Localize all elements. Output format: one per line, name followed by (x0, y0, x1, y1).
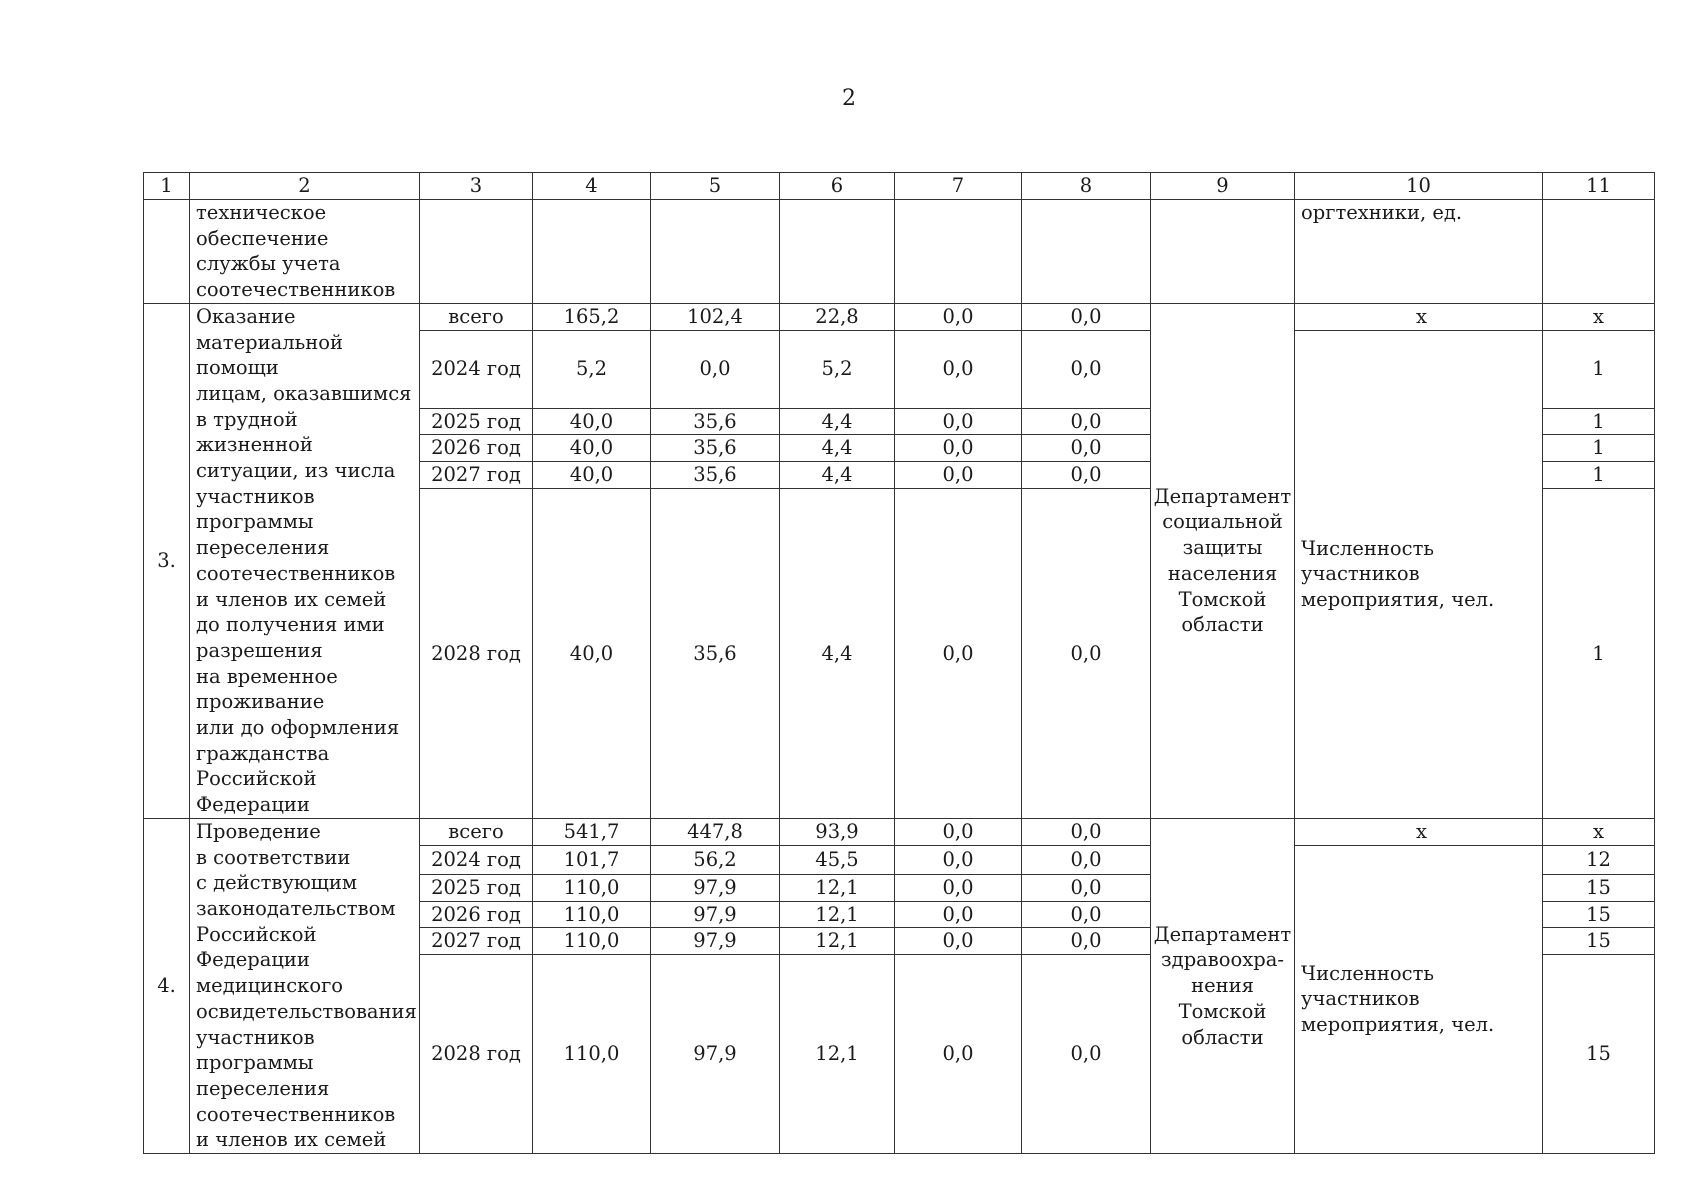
indicator-value-cell: 1 (1543, 462, 1655, 489)
federal-budget-cell: 35,6 (651, 462, 780, 489)
activity-name: Проведение в соответствии с действующим законодательством Российской Федерации медицинского освидетельствования участников программы переселения соотечественников и членов их семей (190, 818, 420, 1153)
total-funding-cell: 110,0 (533, 928, 651, 955)
column-number: 2 (190, 173, 420, 200)
federal-budget-cell: 97,9 (651, 955, 780, 1154)
local-budget-cell: 0,0 (895, 435, 1022, 462)
indicator-value-cell: 15 (1543, 874, 1655, 901)
regional-budget-cell: 12,1 (780, 955, 895, 1154)
total-funding-cell: 165,2 (533, 303, 651, 330)
period-cell: 2026 год (420, 901, 533, 928)
indicator-total-cell: х (1295, 818, 1543, 845)
federal-budget-cell: 102,4 (651, 303, 780, 330)
period-cell: 2025 год (420, 874, 533, 901)
indicator-value-cell: 15 (1543, 928, 1655, 955)
extrabudget-cell: 0,0 (1022, 408, 1151, 435)
federal-budget-cell: 447,8 (651, 818, 780, 845)
extrabudget-cell: 0,0 (1022, 330, 1151, 408)
local-budget-cell: 0,0 (895, 874, 1022, 901)
total-funding-cell: 110,0 (533, 874, 651, 901)
total-funding-cell: 40,0 (533, 488, 651, 818)
indicator-value-cell: х (1543, 818, 1655, 845)
extrabudget-cell: 0,0 (1022, 488, 1151, 818)
responsible-department: Департамент здравоохра- нения Томской области (1151, 818, 1295, 1153)
period-cell: всего (420, 303, 533, 330)
extrabudget-cell: 0,0 (1022, 955, 1151, 1154)
activity-number: 3. (144, 303, 190, 818)
empty-cell (895, 200, 1022, 304)
indicator-name: оргтехники, ед. (1295, 200, 1543, 304)
regional-budget-cell: 93,9 (780, 818, 895, 845)
column-number: 8 (1022, 173, 1151, 200)
activity-number: 4. (144, 818, 190, 1153)
empty-cell (780, 200, 895, 304)
column-number: 1 (144, 173, 190, 200)
program-table (143, 172, 1655, 1154)
local-budget-cell: 0,0 (895, 330, 1022, 408)
indicator-value-cell: х (1543, 303, 1655, 330)
local-budget-cell: 0,0 (895, 408, 1022, 435)
activity-name: Оказание материальной помощи лицам, оказавшимся в трудной жизненной ситуации, из числа участников программы переселения соотечественников и членов их семей до получения ими разрешения на временное проживание или до оформления гражданства Российской Федерации (190, 303, 420, 818)
extrabudget-cell: 0,0 (1022, 845, 1151, 874)
local-budget-cell: 0,0 (895, 488, 1022, 818)
extrabudget-cell: 0,0 (1022, 462, 1151, 489)
total-funding-cell: 101,7 (533, 845, 651, 874)
activity-name: техническое обеспечение службы учета соотечественников (190, 200, 420, 304)
total-funding-cell: 110,0 (533, 901, 651, 928)
empty-cell (420, 200, 533, 304)
federal-budget-cell: 35,6 (651, 408, 780, 435)
regional-budget-cell: 5,2 (780, 330, 895, 408)
extrabudget-cell: 0,0 (1022, 928, 1151, 955)
period-cell: 2024 год (420, 330, 533, 408)
federal-budget-cell: 56,2 (651, 845, 780, 874)
empty-cell (1151, 200, 1295, 304)
empty-cell (533, 200, 651, 304)
total-funding-cell: 110,0 (533, 955, 651, 1154)
empty-cell (144, 200, 190, 304)
total-funding-cell: 5,2 (533, 330, 651, 408)
period-cell: 2028 год (420, 488, 533, 818)
federal-budget-cell: 97,9 (651, 874, 780, 901)
column-number: 10 (1295, 173, 1543, 200)
regional-budget-cell: 4,4 (780, 488, 895, 818)
federal-budget-cell: 97,9 (651, 901, 780, 928)
local-budget-cell: 0,0 (895, 462, 1022, 489)
local-budget-cell: 0,0 (895, 901, 1022, 928)
column-number: 9 (1151, 173, 1295, 200)
regional-budget-cell: 45,5 (780, 845, 895, 874)
table-row (144, 818, 1655, 845)
total-funding-cell: 40,0 (533, 462, 651, 489)
total-funding-cell: 40,0 (533, 435, 651, 462)
indicator-value-cell: 1 (1543, 488, 1655, 818)
federal-budget-cell: 97,9 (651, 928, 780, 955)
indicator-value-cell: 1 (1543, 408, 1655, 435)
period-cell: 2024 год (420, 845, 533, 874)
indicator-value-cell: 1 (1543, 330, 1655, 408)
total-funding-cell: 541,7 (533, 818, 651, 845)
indicator-value-cell: 1 (1543, 435, 1655, 462)
indicator-name: Численность участников мероприятия, чел. (1295, 330, 1543, 818)
regional-budget-cell: 22,8 (780, 303, 895, 330)
empty-cell (1022, 200, 1151, 304)
regional-budget-cell: 4,4 (780, 408, 895, 435)
total-funding-cell: 40,0 (533, 408, 651, 435)
column-number: 5 (651, 173, 780, 200)
column-number: 4 (533, 173, 651, 200)
column-number: 6 (780, 173, 895, 200)
period-cell: 2026 год (420, 435, 533, 462)
regional-budget-cell: 12,1 (780, 901, 895, 928)
indicator-value-cell: 15 (1543, 901, 1655, 928)
column-number: 7 (895, 173, 1022, 200)
period-cell: всего (420, 818, 533, 845)
responsible-department: Департамент социальной защиты населения Томской области (1151, 303, 1295, 818)
federal-budget-cell: 0,0 (651, 330, 780, 408)
column-number: 11 (1543, 173, 1655, 200)
empty-cell (1543, 200, 1655, 304)
indicator-value-cell: 15 (1543, 955, 1655, 1154)
extrabudget-cell: 0,0 (1022, 303, 1151, 330)
indicator-value-cell: 12 (1543, 845, 1655, 874)
period-cell: 2027 год (420, 928, 533, 955)
local-budget-cell: 0,0 (895, 955, 1022, 1154)
table-row (144, 303, 1655, 330)
regional-budget-cell: 4,4 (780, 462, 895, 489)
federal-budget-cell: 35,6 (651, 435, 780, 462)
extrabudget-cell: 0,0 (1022, 435, 1151, 462)
column-number: 3 (420, 173, 533, 200)
extrabudget-cell: 0,0 (1022, 818, 1151, 845)
local-budget-cell: 0,0 (895, 928, 1022, 955)
regional-budget-cell: 12,1 (780, 928, 895, 955)
extrabudget-cell: 0,0 (1022, 901, 1151, 928)
continuation-row (144, 200, 1655, 304)
regional-budget-cell: 12,1 (780, 874, 895, 901)
local-budget-cell: 0,0 (895, 845, 1022, 874)
page-number: 2 (842, 86, 856, 111)
empty-cell (651, 200, 780, 304)
local-budget-cell: 0,0 (895, 303, 1022, 330)
regional-budget-cell: 4,4 (780, 435, 895, 462)
indicator-name: Численность участников мероприятия, чел. (1295, 845, 1543, 1153)
extrabudget-cell: 0,0 (1022, 874, 1151, 901)
federal-budget-cell: 35,6 (651, 488, 780, 818)
column-number-row (144, 173, 1655, 200)
period-cell: 2025 год (420, 408, 533, 435)
local-budget-cell: 0,0 (895, 818, 1022, 845)
period-cell: 2027 год (420, 462, 533, 489)
period-cell: 2028 год (420, 955, 533, 1154)
indicator-total-cell: х (1295, 303, 1543, 330)
